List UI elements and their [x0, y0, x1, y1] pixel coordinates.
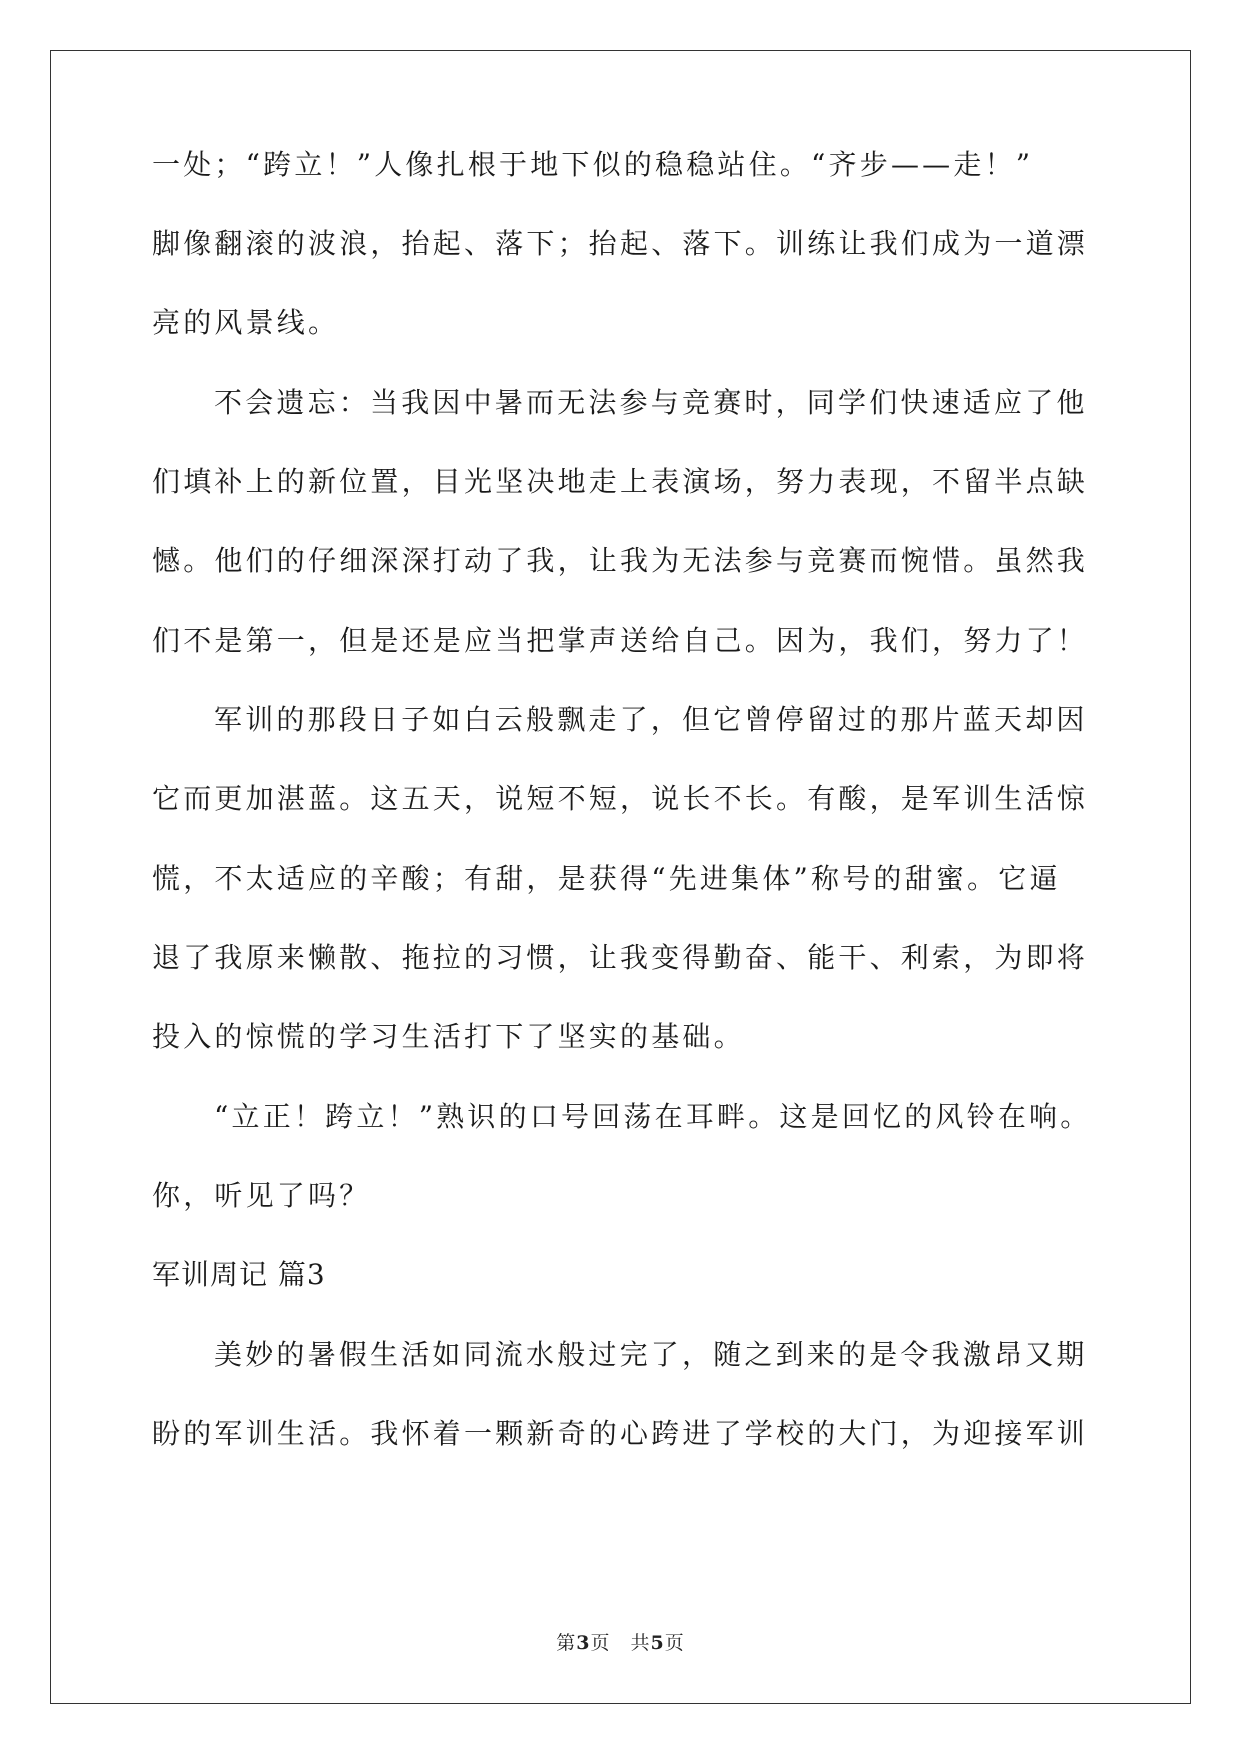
text-line: 它而更加湛蓝。这五天，说短不短，说长不长。有酸，是军训生活惊: [152, 782, 1089, 815]
current-page-number: 3: [576, 1632, 591, 1654]
paragraph-start-line: “立正！跨立！”熟识的口号回荡在耳畔。这是回忆的风铃在响。: [214, 1100, 1092, 1133]
text-line: 盼的军训生活。我怀着一颗新奇的心跨进了学校的大门，为迎接军训: [152, 1417, 1089, 1450]
text-line: 脚像翻滚的波浪，抬起、落下；抬起、落下。训练让我们成为一道漂: [152, 227, 1089, 260]
page-footer: [0, 1628, 1241, 1655]
text-line: 亮的风景线。: [152, 306, 340, 339]
text-line: 们填补上的新位置，目光坚决地走上表演场，努力表现，不留半点缺: [152, 465, 1089, 498]
footer-suffix: 页: [664, 1632, 685, 1654]
text-line: 憾。他们的仔细深深打动了我，让我为无法参与竞赛而惋惜。虽然我: [152, 544, 1089, 577]
total-page-count: 5: [650, 1632, 665, 1654]
text-line: 你，听见了吗？: [152, 1179, 371, 1212]
text-line: 退了我原来懒散、拖拉的习惯，让我变得勤奋、能干、利索，为即将: [152, 941, 1089, 974]
text-line: 慌，不太适应的辛酸；有甜，是获得“先进集体”称号的甜蜜。它逼: [152, 862, 1061, 895]
paragraph-start-line: 美妙的暑假生活如同流水般过完了，随之到来的是令我激昂又期: [214, 1338, 1088, 1371]
text-line: 投入的惊慌的学习生活打下了坚实的基础。: [152, 1020, 745, 1053]
paragraph-start-line: 不会遗忘：当我因中暑而无法参与竞赛时，同学们快速适应了他: [214, 386, 1088, 419]
footer-mid: 页 共: [590, 1632, 651, 1654]
paragraph-start-line: 军训的那段日子如白云般飘走了，但它曾停留过的那片蓝天却因: [214, 703, 1088, 736]
section-heading: 军训周记 篇3: [152, 1258, 326, 1291]
footer-prefix: 第: [556, 1632, 577, 1654]
text-line: 一处；“跨立！”人像扎根于地下似的稳稳站住。“齐步——走！”: [152, 148, 1034, 181]
text-line: 们不是第一，但是还是应当把掌声送给自己。因为，我们，努力了！: [152, 624, 1089, 657]
